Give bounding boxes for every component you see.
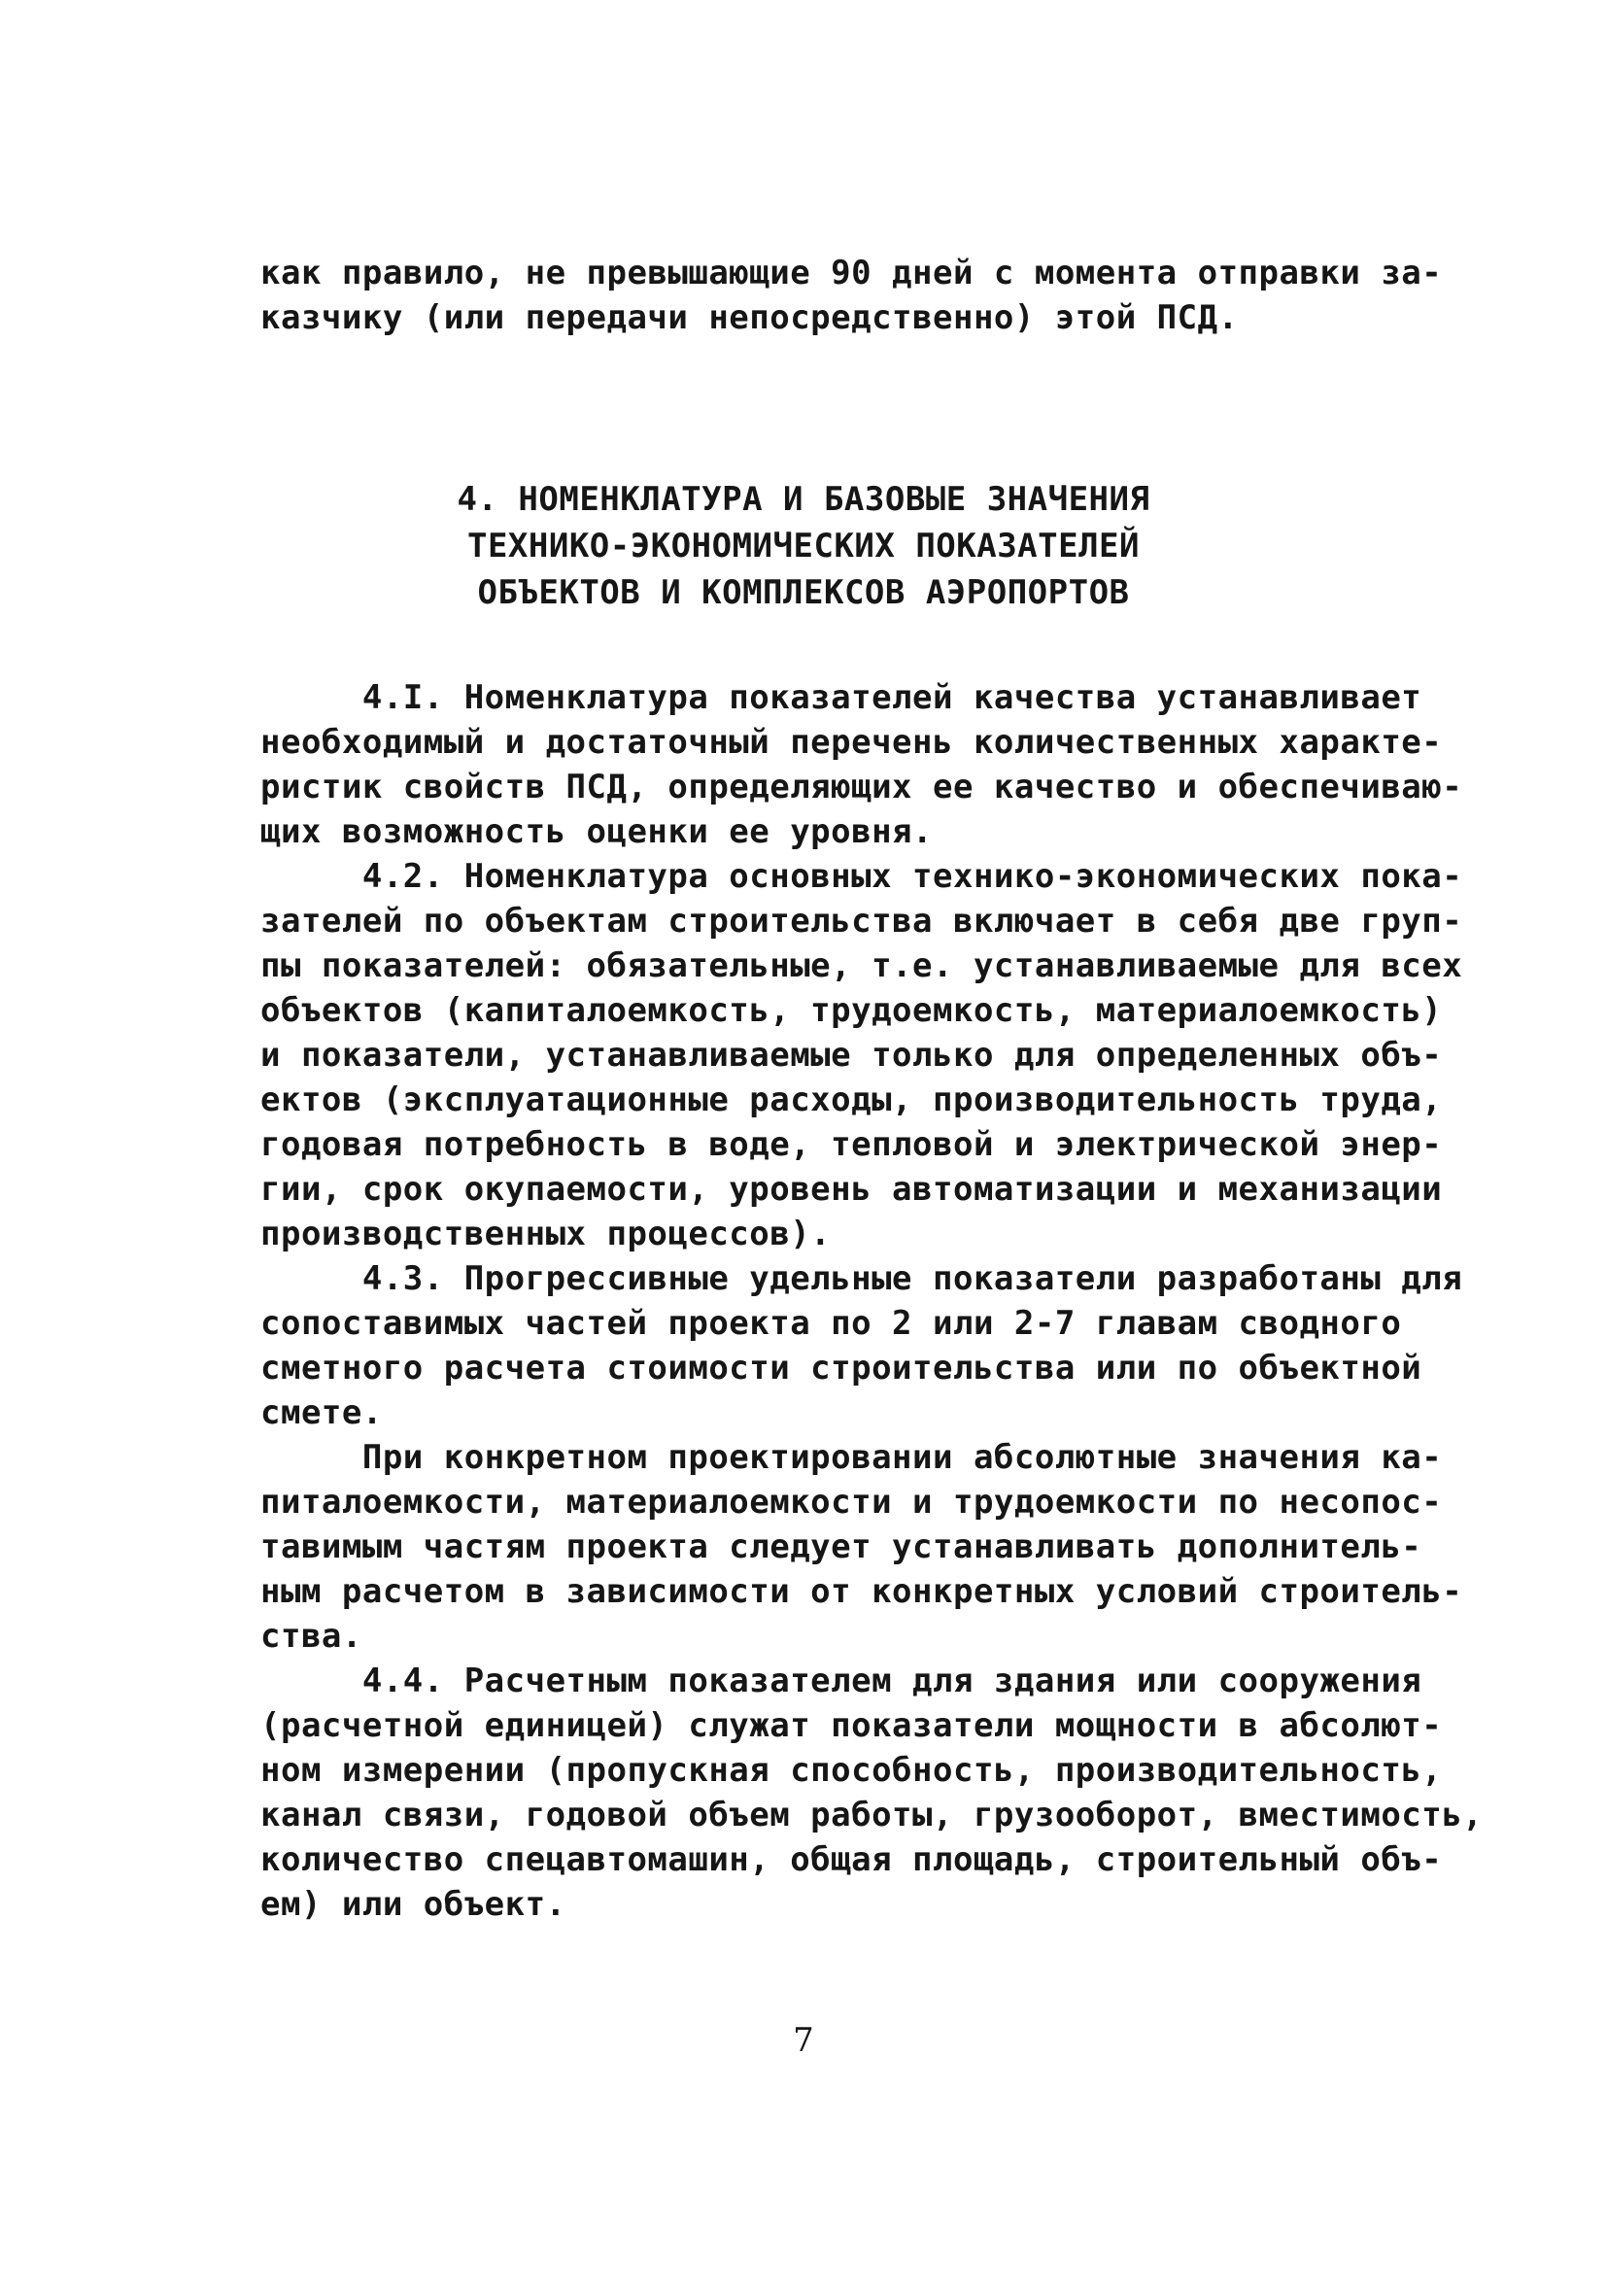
intro-line: казчику (или передачи непосредственно) этой ПСД. xyxy=(260,298,1239,337)
body-line: 4.3. Прогрессивные удельные показатели разработаны для xyxy=(260,1259,1463,1298)
heading-line: ТЕХНИКО-ЭКОНОМИЧЕСКИХ ПОКАЗАТЕЛЕЙ xyxy=(466,527,1140,565)
body-line: количество спецавтомашин, общая площадь, строительный объ- xyxy=(260,1840,1443,1879)
body-line: годовая потребность в воде, тепловой и электрической энер- xyxy=(260,1125,1443,1164)
body-line: ектов (эксплуатационные расходы, производительность труда, xyxy=(260,1080,1443,1119)
section-heading xyxy=(0,476,1607,616)
body-line: объектов (капиталоемкость, трудоемкость, материалоемкость) xyxy=(260,991,1443,1030)
body-line: сметного расчета стоимости строительства или по объектной xyxy=(260,1349,1422,1388)
body-line: пы показателей: обязательные, т.е. устанавливаемые для всех xyxy=(260,946,1463,985)
body-line: производственных процессов). xyxy=(260,1215,832,1253)
body-line: питалоемкости, материалоемкости и трудоемкости по несопос- xyxy=(260,1483,1443,1522)
heading-line: 4. НОМЕНКЛАТУРА И БАЗОВЫЕ ЗНАЧЕНИЯ xyxy=(457,480,1150,519)
page-number: 7 xyxy=(793,2021,814,2060)
body-line: 4.4. Расчетным показателем для здания или сооружения xyxy=(260,1662,1422,1700)
body-line: сопоставимых частей проекта по 2 или 2-7 главам сводного xyxy=(260,1304,1402,1343)
intro-paragraph xyxy=(260,251,1443,340)
body-line: тавимым частям проекта следует устанавливать дополнитель- xyxy=(260,1527,1422,1566)
body-line: ным расчетом в зависимости от конкретных условий строитель- xyxy=(260,1572,1463,1611)
body-line: ном измерении (пропускная способность, производительность, xyxy=(260,1751,1443,1790)
body-line: и показатели, устанавливаемые только для определенных объ- xyxy=(260,1036,1443,1075)
body-line: смете. xyxy=(260,1393,383,1432)
body-line: гии, срок окупаемости, уровень автоматизации и механизации xyxy=(260,1170,1443,1209)
body-line: 4.2. Номенклатура основных технико-экономических пока- xyxy=(260,857,1463,896)
heading-line: ОБЪЕКТОВ И КОМПЛЕКСОВ АЭРОПОРТОВ xyxy=(477,573,1130,612)
body-line: канал связи, годовой объем работы, грузооборот, вместимость, xyxy=(260,1796,1484,1834)
body-line: щих возможность оценки ее уровня. xyxy=(260,812,934,851)
body-line: ристик свойств ПСД, определяющих ее качество и обеспечиваю- xyxy=(260,768,1463,806)
body-line: ства. xyxy=(260,1617,362,1656)
body-line: зателей по объектам строительства включает в себя две груп- xyxy=(260,902,1463,941)
body-line: ем) или объект. xyxy=(260,1885,566,1924)
body-line: (расчетной единицей) служат показатели мощности в абсолют- xyxy=(260,1706,1443,1745)
intro-line: как правило, не превышающие 90 дней с момента отправки за- xyxy=(260,254,1443,292)
section-body xyxy=(260,675,1484,1927)
body-line: необходимый и достаточный перечень количественных характе- xyxy=(260,723,1443,762)
body-line: При конкретном проектировании абсолютные значения ка- xyxy=(260,1438,1443,1477)
body-line: 4.I. Номенклатура показателей качества устанавливает xyxy=(260,678,1422,717)
